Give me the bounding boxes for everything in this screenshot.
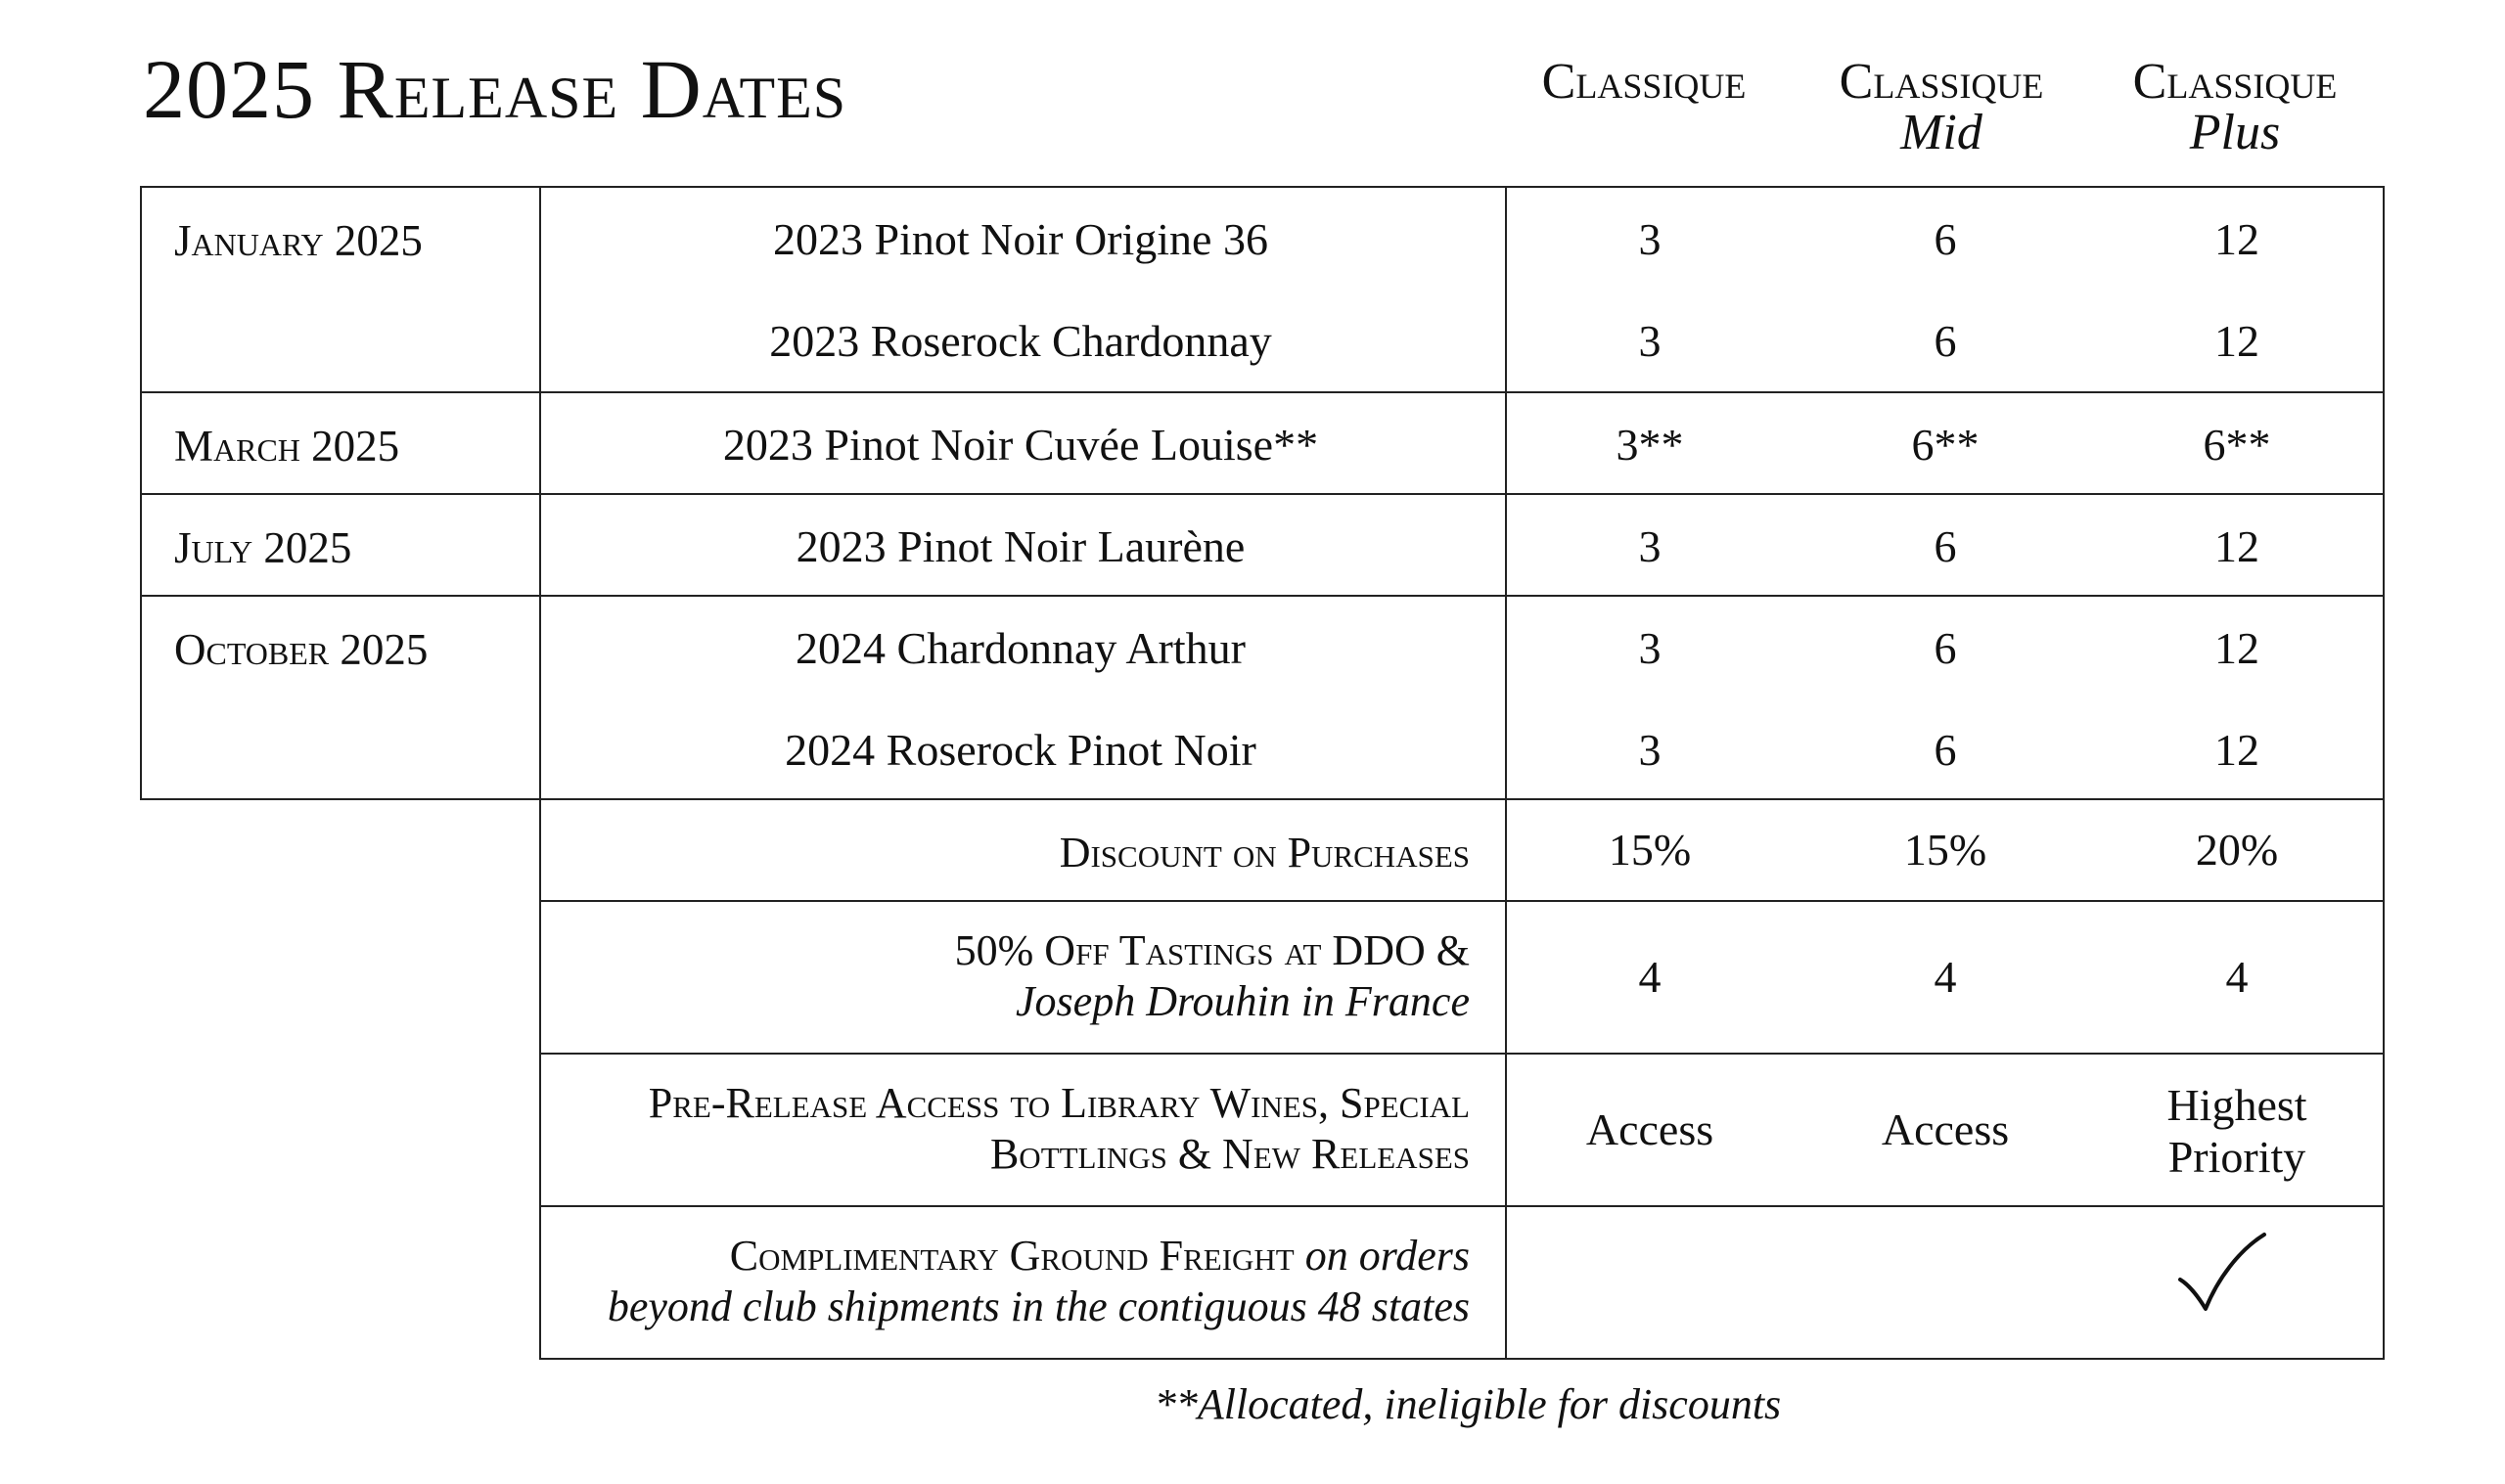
footnote: **Allocated, ineligible for discounts: [1154, 1380, 1782, 1428]
tier-header-classique-plus: [2088, 54, 2382, 160]
discount-classique-mid: 15%: [1903, 825, 1987, 875]
discount-classique-plus: 20%: [2195, 825, 2279, 875]
row-divider: [140, 595, 2385, 597]
table-border-top: [140, 186, 2385, 188]
wine-name: 2023 Pinot Noir Origine 36: [773, 214, 1268, 264]
row-divider: [539, 1205, 2385, 1207]
row-divider: [140, 493, 2385, 495]
feature-prerelease-line1: Pre-Release Access to Library Wines, Special: [648, 1079, 1470, 1127]
table-border-bottom: [539, 1358, 2385, 1360]
feature-tastings-label: [955, 925, 1470, 1027]
access-plus-line2: Priority: [2167, 1131, 2306, 1182]
wine-name: 2023 Pinot Noir Cuvée Louise**: [722, 420, 1319, 470]
qty-classique: 3: [1638, 214, 1662, 264]
feature-freight-label: [608, 1231, 1470, 1332]
access-classique: Access: [1585, 1104, 1714, 1154]
row-divider: [140, 391, 2385, 393]
feature-tastings-line2: Joseph Drouhin in France: [1016, 976, 1470, 1025]
feature-freight-it2: beyond club shipments in the contiguous 48 states: [607, 1282, 1470, 1330]
tier-header-classique-mid: [1795, 54, 2088, 160]
access-classique-mid: Access: [1881, 1104, 2010, 1154]
qty-classique-plus: 12: [2214, 316, 2259, 366]
qty-classique-mid: 6: [1934, 521, 1957, 571]
month-march: March 2025: [174, 422, 400, 471]
qty-classique-mid: 6: [1934, 623, 1957, 673]
feature-tastings-line1: 50% Off Tastings at DDO &: [954, 926, 1470, 974]
row-divider: [539, 900, 2385, 902]
access-plus-line1: Highest: [2166, 1080, 2307, 1130]
wine-name: 2024 Chardonnay Arthur: [796, 623, 1246, 673]
tastings-classique-mid: 4: [1934, 952, 1957, 1002]
tastings-classique: 4: [1638, 952, 1662, 1002]
feature-freight-it1: on orders: [1304, 1232, 1470, 1280]
qty-classique-plus: 12: [2214, 623, 2259, 673]
tier-name: Classique: [2132, 54, 2338, 110]
wine-name: 2023 Pinot Noir Laurène: [796, 521, 1246, 571]
qty-classique: 3: [1638, 725, 1662, 775]
row-divider: [539, 1053, 2385, 1055]
month-january: January 2025: [174, 216, 423, 265]
row-divider: [140, 798, 2385, 800]
qty-classique-mid: 6: [1934, 725, 1957, 775]
qty-classique: 3: [1638, 316, 1662, 366]
wine-name: 2024 Roserock Pinot Noir: [785, 725, 1256, 775]
qty-classique-plus: 6**: [2203, 420, 2271, 470]
qty-classique-plus: 12: [2214, 214, 2259, 264]
tier-name: Classique: [1839, 54, 2044, 110]
discount-classique: 15%: [1608, 825, 1692, 875]
qty-classique-plus: 12: [2214, 725, 2259, 775]
tier-sub: Mid: [1900, 105, 1982, 160]
feature-freight-sc: Complimentary Ground Freight: [729, 1232, 1295, 1280]
month-october: October 2025: [174, 625, 429, 674]
month-july: July 2025: [174, 523, 352, 572]
tastings-classique-plus: 4: [2225, 952, 2249, 1002]
qty-classique: 3: [1638, 623, 1662, 673]
feature-prerelease-label: [649, 1078, 1470, 1180]
qty-classique-plus: 12: [2214, 521, 2259, 571]
page-title: 2025 Release Dates: [143, 42, 847, 136]
qty-classique: 3: [1638, 521, 1662, 571]
tier-header-classique: [1497, 54, 1791, 110]
qty-classique: 3**: [1616, 420, 1684, 470]
qty-classique-mid: 6**: [1911, 420, 1980, 470]
table-border-left: [140, 186, 142, 800]
access-classique-plus: [2090, 1080, 2384, 1184]
checkmark-icon: [2172, 1229, 2270, 1317]
qty-classique-mid: 6: [1934, 316, 1957, 366]
feature-discount-label: Discount on Purchases: [1059, 829, 1470, 877]
tier-name: Classique: [1541, 54, 1747, 110]
feature-prerelease-line2: Bottlings & New Releases: [989, 1129, 1470, 1178]
tier-sub: Plus: [2189, 105, 2281, 160]
qty-classique-mid: 6: [1934, 214, 1957, 264]
wine-name: 2023 Roserock Chardonnay: [769, 316, 1272, 366]
